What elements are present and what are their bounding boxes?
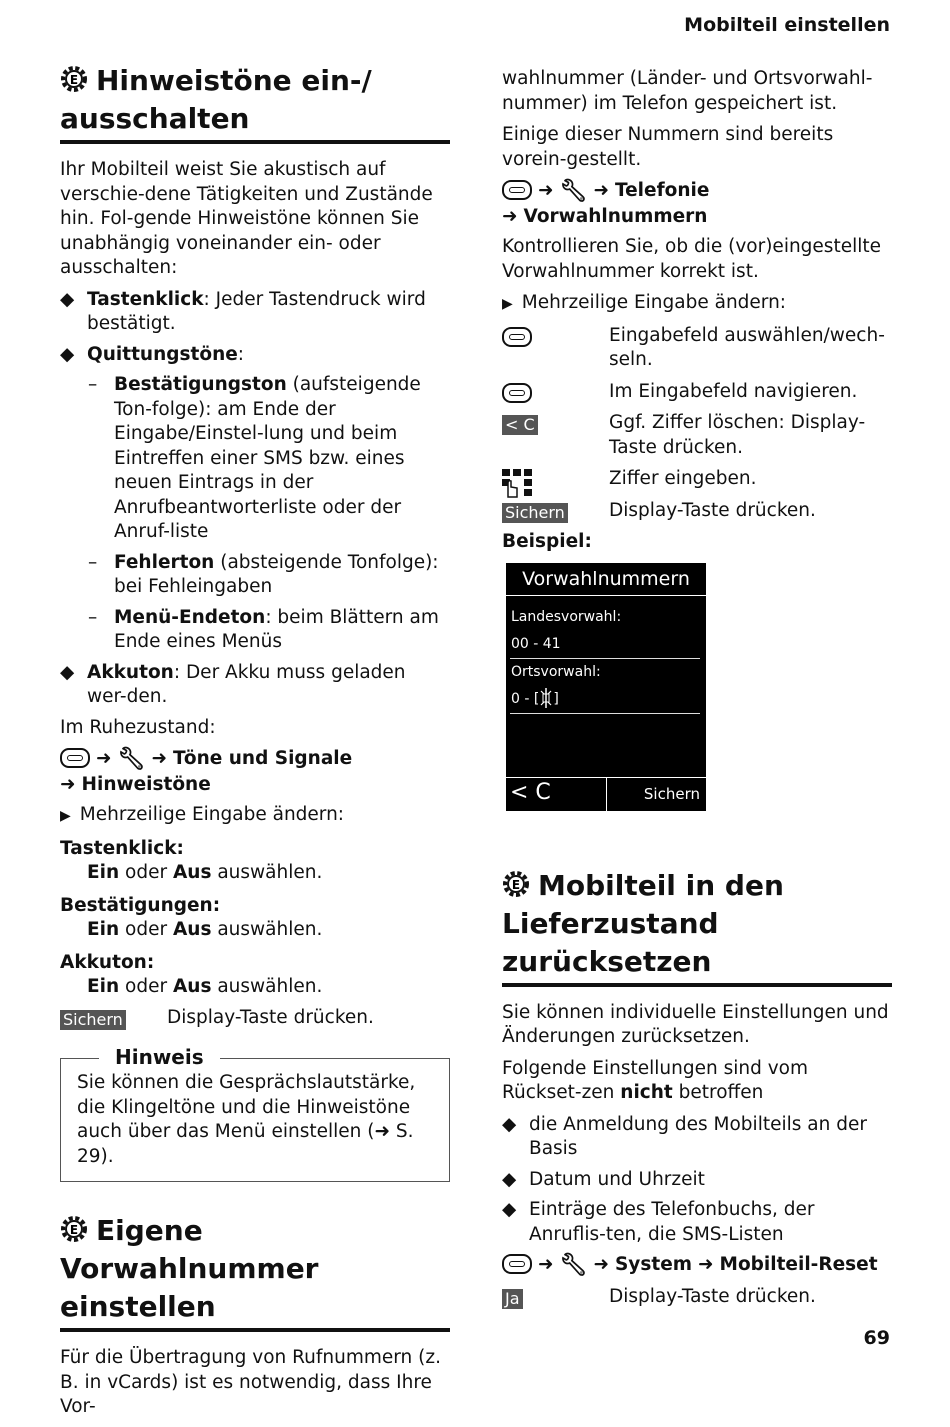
list-item: ◆ die Anmeldung des Mobilteils an der Basis [502, 1113, 867, 1159]
cursor-icon [539, 688, 553, 708]
continued-text: wahlnummer (Länder- und Ortsvorwahl-nummer) im Telefon gespeichert ist. [502, 68, 873, 114]
delete-key: < C [502, 415, 538, 435]
setting-label: Tastenklick: [60, 837, 184, 859]
triangle-right-icon: ▶ [502, 296, 513, 312]
svg-text:E: E [69, 73, 79, 87]
multiline-instruction: ▶ Mehrzeilige Eingabe ändern: [502, 292, 787, 313]
wrench-icon: 🔧︎ [559, 1253, 588, 1278]
menu-path: ➜ 🔧︎ ➜ Telefonie ➜ Vorwahlnummern [502, 179, 710, 227]
expert-gear-icon [502, 870, 530, 898]
sub-list-item: – Bestätigungston (aufsteigende Ton-folge): am Ende der Eingabe/Einstel-lung und beim Eintreffen einer SMS bzw. eines neuen Eintrags in der Anrufbeantworterliste oder der Anruf-liste [88, 374, 421, 542]
setting-value: Ein oder Aus auswählen. [87, 919, 323, 940]
expert-gear-icon [60, 1215, 88, 1243]
setting-label: Bestätigungen: [60, 894, 221, 916]
right-column [502, 67, 892, 1316]
key-row: Im Eingabefeld navigieren. [502, 380, 892, 405]
list-item: ◆ Einträge des Telefonbuchs, der Anruflis-ten, die SMS-Listen [502, 1199, 815, 1245]
screen-label: Ortsvorwahl: [511, 663, 601, 680]
sichern-key: Sichern [502, 503, 568, 523]
left-column [60, 62, 450, 1427]
nav-key-icon [60, 748, 90, 768]
preset-text: Einige dieser Nummern sind bereits vorein-gestellt. [502, 124, 834, 170]
vorwahl-text: Für die Übertragung von Rufnummern (z. B. in vCards) ist es notwendig, dass Ihre Vor- [60, 1347, 441, 1417]
key-row: Ja Display-Taste drücken. [502, 1285, 892, 1310]
wrench-icon: 🔧︎ [559, 179, 588, 204]
menu-path: ➜ 🔧︎ ➜ Töne und Signale ➜ Hinweistöne [60, 747, 353, 795]
screen-divider [510, 713, 700, 714]
triangle-right-icon: ▶ [60, 808, 71, 824]
example-label: Beispiel: [502, 531, 592, 552]
note-title: Hinweis [99, 1045, 220, 1069]
keypad-icon [502, 469, 534, 499]
multiline-instruction: ▶ Mehrzeilige Eingabe ändern: [60, 804, 345, 825]
ja-key: Ja [502, 1289, 523, 1309]
key-row: < C Ggf. Ziffer löschen: Display-Taste drücken. [502, 411, 892, 460]
section-heading-hinweistoene: E Hinweistöne ein-/ ausschalten [60, 62, 450, 144]
reset-intro: Sie können individuelle Einstellungen und Änderungen zurücksetzen. [502, 1001, 889, 1047]
sichern-key: Sichern [60, 1010, 126, 1030]
screen-title: Vorwahlnummern [506, 563, 706, 596]
screen-label: Landesvorwahl: [511, 608, 622, 625]
screen-value: 00 - 41 [511, 635, 561, 652]
menu-path: ➜ 🔧︎ ➜ System ➜ Mobilteil-Reset [502, 1253, 892, 1279]
check-text: Kontrollieren Sie, ob die (vor)eingestellte Vorwahlnummer korrekt ist. [502, 236, 881, 282]
expert-gear-icon [60, 65, 88, 93]
nav-key-icon [502, 180, 532, 200]
intro-text: Ihr Mobilteil weist Sie akustisch auf verschie-dene Tätigkeiten und Zustände hin. Fol-gende Hinweistöne können Sie unabhängig voneinander ein- oder ausschalten: [60, 159, 433, 278]
sub-list-item: – Fehlerton (absteigende Tonfolge): bei Fehleingaben [88, 551, 439, 597]
nav-key-icon [502, 1254, 532, 1274]
display-screenshot [506, 563, 706, 811]
note-box: Hinweis Sie können die Gesprächslautstärke, die Klingeltöne und die Hinweistöne auch über das Menü einstellen (➜ S. 29). [60, 1058, 450, 1182]
setting-label: Akkuton: [60, 951, 155, 973]
nav-key-leftright-icon [502, 383, 532, 403]
list-item: ◆ Akkuton: Der Akku muss geladen wer-den. [60, 661, 406, 707]
screen-softkeys [506, 777, 706, 811]
reset-exclusions-intro: Folgende Einstellungen sind vom Rückset-zen nicht betroffen [502, 1057, 808, 1103]
list-item: ◆ Quittungstöne: [60, 343, 245, 365]
sub-list-item: – Menü-Endeton: beim Blättern am Ende eines Menüs [88, 606, 439, 652]
key-row: Sichern Display-Taste drücken. [502, 499, 892, 524]
section-heading-vorwahl: E Eigene Vorwahlnummer einstellen [60, 1212, 450, 1332]
screen-value: 0 - [ ] [506, 686, 706, 713]
wrench-icon: 🔧︎ [117, 747, 146, 772]
section-heading-reset: E Mobilteil in den Lieferzustand zurücksetzen [502, 867, 892, 987]
list-item: ◆ Datum und Uhrzeit [502, 1168, 705, 1190]
screen-left-softkey: < C [510, 779, 551, 805]
key-row: Sichern Display-Taste drücken. [60, 1006, 450, 1031]
setting-value: Ein oder Aus auswählen. [87, 862, 323, 883]
key-row: Ziffer eingeben. [502, 467, 892, 492]
svg-text:E: E [511, 877, 521, 892]
idle-label: Im Ruhezustand: [60, 716, 216, 738]
page-number: 69 [863, 1327, 890, 1349]
softkey-divider [606, 778, 607, 811]
screen-right-softkey: Sichern [643, 784, 700, 803]
nav-key-updown-icon [502, 327, 532, 347]
key-row: Eingabefeld auswählen/wech-seln. [502, 324, 892, 373]
setting-value: Ein oder Aus auswählen. [87, 976, 323, 997]
list-item: ◆ Tastenklick: Jeder Tastendruck wird bestätigt. [60, 288, 426, 334]
svg-text:E: E [69, 1223, 79, 1237]
running-header: Mobilteil einstellen [684, 14, 890, 36]
